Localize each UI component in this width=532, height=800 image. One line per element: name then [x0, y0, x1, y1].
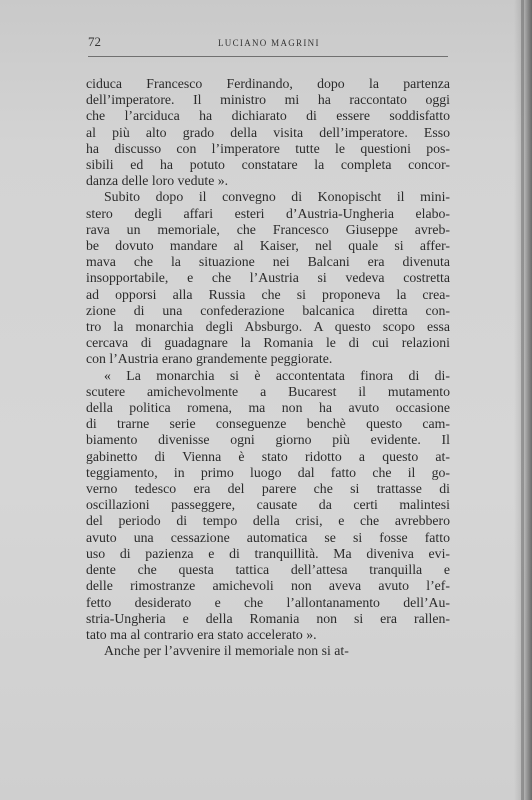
text-line: teggiamento, in primo luogo dal fatto che il go-	[86, 464, 450, 480]
text-line: be dovuto mandare al Kaiser, nel quale si affer-	[86, 238, 450, 254]
paragraph	[86, 643, 450, 659]
body-text	[86, 76, 450, 659]
text-line: delle rimostranze amichevoli non aveva avuto l’ef-	[86, 578, 450, 594]
text-line: ad opporsi alla Russia che si proponeva la crea-	[86, 286, 450, 302]
text-line: insopportabile, e che l’Austria si vedeva costretta	[86, 270, 450, 286]
text-line: cercava di guadagnare la Romania le di cui relazioni	[86, 335, 450, 351]
text-line: Subito dopo il convegno di Konopischt il mini-	[104, 189, 450, 205]
paragraph	[86, 368, 450, 643]
text-line: fetto desiderato e che l’allontanamento dell’Au-	[86, 594, 450, 610]
text-line: tato ma al contrario era stato accelerato ».	[86, 626, 317, 642]
text-line: danza delle loro vedute ».	[86, 173, 229, 189]
text-line: del periodo di tempo della crisi, e che avrebbero	[86, 513, 450, 529]
text-line: di trarne serie conseguenze benchè questo cam-	[86, 416, 450, 432]
text-line: ciduca Francesco Ferdinando, dopo la partenza	[86, 76, 450, 91]
text-line: verno tedesco era del parere che si trattasse di	[86, 481, 450, 497]
text-line: stero degli affari esteri d’Austria-Ungheria elabo-	[86, 205, 450, 221]
text-line: gabinetto di Vienna è stato ridotto a questo at-	[86, 448, 450, 464]
text-line: ha discusso con l’imperatore tutte le questioni pos-	[86, 140, 450, 156]
text-line: tro la monarchia degli Absburgo. A questo scopo essa	[86, 319, 450, 335]
text-line: mava che la situazione nei Balcani era divenuta	[86, 254, 450, 270]
text-line: « La monarchia si è accontentata finora di di-	[104, 367, 450, 383]
binding-edge	[521, 0, 524, 800]
paragraph	[86, 76, 450, 189]
paragraph	[86, 189, 450, 367]
text-line: dente che questa tattica dell’attesa tranquilla e	[86, 562, 450, 578]
text-line: al più alto grado della visita dell’imperatore. Esso	[86, 124, 450, 140]
text-line: stria-Ungheria e della Romania non si era rallen-	[86, 610, 450, 626]
text-line: avuto una cessazione automatica se si fosse fatto	[86, 529, 450, 545]
text-line: che l’arciduca ha dichiarato di essere soddisfatto	[86, 108, 450, 124]
text-line: rava un memoriale, che Francesco Giuseppe avreb-	[86, 221, 450, 237]
text-line: con l’Austria erano grandemente peggiorate.	[86, 351, 333, 367]
text-line: scutere amichevolmente a Bucarest il mutamento	[86, 383, 450, 399]
text-line: sibili ed ha potuto constatare la completa concor-	[86, 157, 450, 173]
text-line: zione di una confederazione balcanica diretta con-	[86, 302, 450, 318]
text-line: oscillazioni passeggere, causate da certi malintesi	[86, 497, 450, 513]
text-line: dell’imperatore. Il ministro mi ha raccontato oggi	[86, 92, 450, 108]
text-line: Anche per l’avvenire il memoriale non si at-	[104, 643, 349, 659]
text-line: biamento divenisse ogni giorno più evidente. Il	[86, 432, 450, 448]
text-line: uso di pazienza e di tranquillità. Ma diveniva evi-	[86, 545, 450, 561]
page-number: 72	[88, 34, 101, 49]
page-header	[88, 28, 444, 50]
running-head-author: LUCIANO MAGRINI	[218, 38, 320, 48]
text-line: della politica romena, ma non ha avuto occasione	[86, 400, 450, 416]
header-rule	[88, 56, 448, 57]
